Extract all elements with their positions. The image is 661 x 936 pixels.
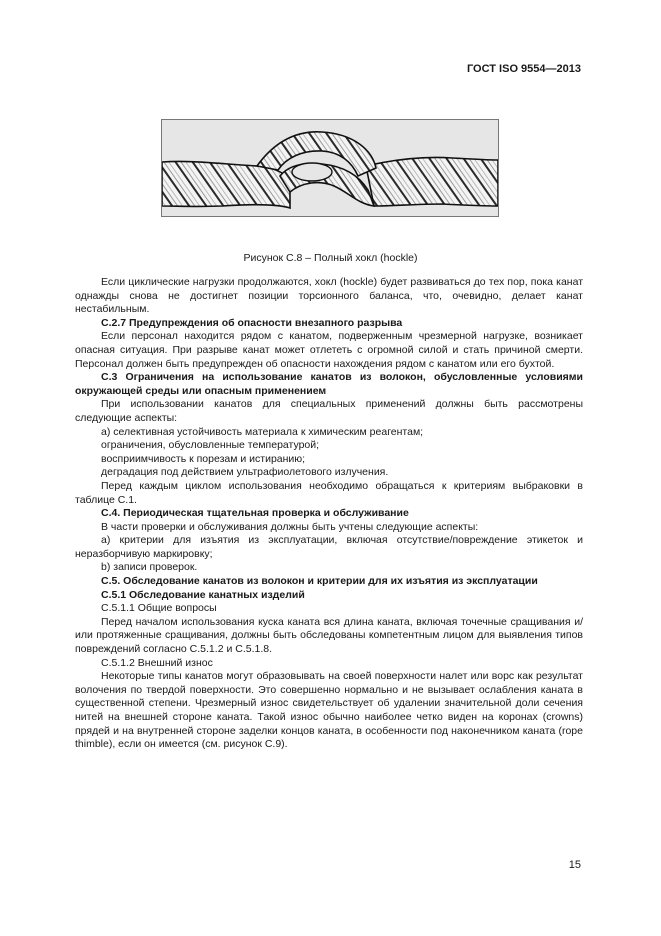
document-header: ГОСТ ISO 9554—2013 bbox=[466, 63, 581, 75]
subsection-heading: С.5.1.2 Внешний износ bbox=[101, 656, 213, 669]
list-item: а) критерии для изъятия из эксплуатации, включая отсутствие/повреждение этикеток и неразборчивую маркировку; bbox=[75, 534, 583, 560]
section-heading: С.3 Ограничения на использование канатов из волокон, обусловленные условиями окружающей среды или опасным применением bbox=[75, 371, 583, 397]
paragraph: Некоторые типы канатов могут образовывать на своей поверхности налет или ворс как результат волочения по твердой поверхности. Это совершенно нормально и не вызывает ослабления каната в существенной степени. Чрезмерный износ свидетельствует об удалении значительной доли сечения нитей на внешней стороне каната. Такой износ обычно наиболее четко виден на коронах (crowns) прядей и на внутренней стороне заделки концов каната, в особенности под наконечником каната (rope thimble), если он имеется (см. рисунок С.9). bbox=[75, 670, 583, 751]
list-item: а) селективная устойчивость материала к химическим реагентам; bbox=[101, 425, 424, 438]
section-heading: С.5. Обследование канатов из волокон и критерии для их изъятия из эксплуатации bbox=[101, 575, 538, 588]
list-item: восприимчивость к порезам и истиранию; bbox=[101, 452, 306, 465]
paragraph: Перед началом использования куска каната вся длина каната, включая точечные сращивания и/или протяженные сращивания, должны быть обследованы компетентным лицом для выявления типов повреждений согласно С.5.1.2 и С.5.1.8. bbox=[75, 615, 583, 656]
paragraph: В части проверки и обслуживания должны быть учтены следующие аспекты: bbox=[101, 520, 479, 533]
page-number: 15 bbox=[568, 859, 581, 871]
rope-hockle-figure bbox=[161, 119, 499, 217]
figure-caption: Рисунок С.8 – Полный хокл (hockle) bbox=[243, 252, 418, 264]
subsection-heading: С.5.1.1 Общие вопросы bbox=[101, 602, 217, 615]
section-heading: С.4. Периодическая тщательная проверка и обслуживание bbox=[101, 507, 409, 520]
section-heading: С.5.1 Обследование канатных изделий bbox=[101, 588, 305, 601]
paragraph: Если циклические нагрузки продолжаются, хокл (hockle) будет развиваться до тех пор, пока канат однажды снова не достигнет позиции торсионного баланса, что, очевидно, делает канат нестабильным. bbox=[75, 276, 583, 316]
paragraph: Перед каждым циклом использования необходимо обращаться к критериям выбраковки в таблице С.1. bbox=[75, 479, 583, 506]
paragraph: При использовании канатов для специальных применений должны быть рассмотрены следующие аспекты: bbox=[75, 398, 583, 424]
rope-hockle-icon bbox=[162, 120, 498, 216]
list-item: ограничения, обусловленные температурой; bbox=[101, 439, 320, 452]
body-text bbox=[75, 276, 583, 752]
list-item: b) записи проверок. bbox=[101, 561, 198, 574]
list-item: деградация под действием ультрафиолетового излучения. bbox=[101, 466, 389, 479]
section-heading: С.2.7 Предупреждения об опасности внезапного разрыва bbox=[101, 316, 403, 329]
paragraph: Если персонал находится рядом с канатом, подверженным чрезмерной нагрузке, возникает опасная ситуация. При разрыве канат может отлететь с огромной силой и стать причиной смерти. Персонал должен быть предупрежден об опасности нахождения рядом с канатом или его бухтой. bbox=[75, 330, 583, 370]
